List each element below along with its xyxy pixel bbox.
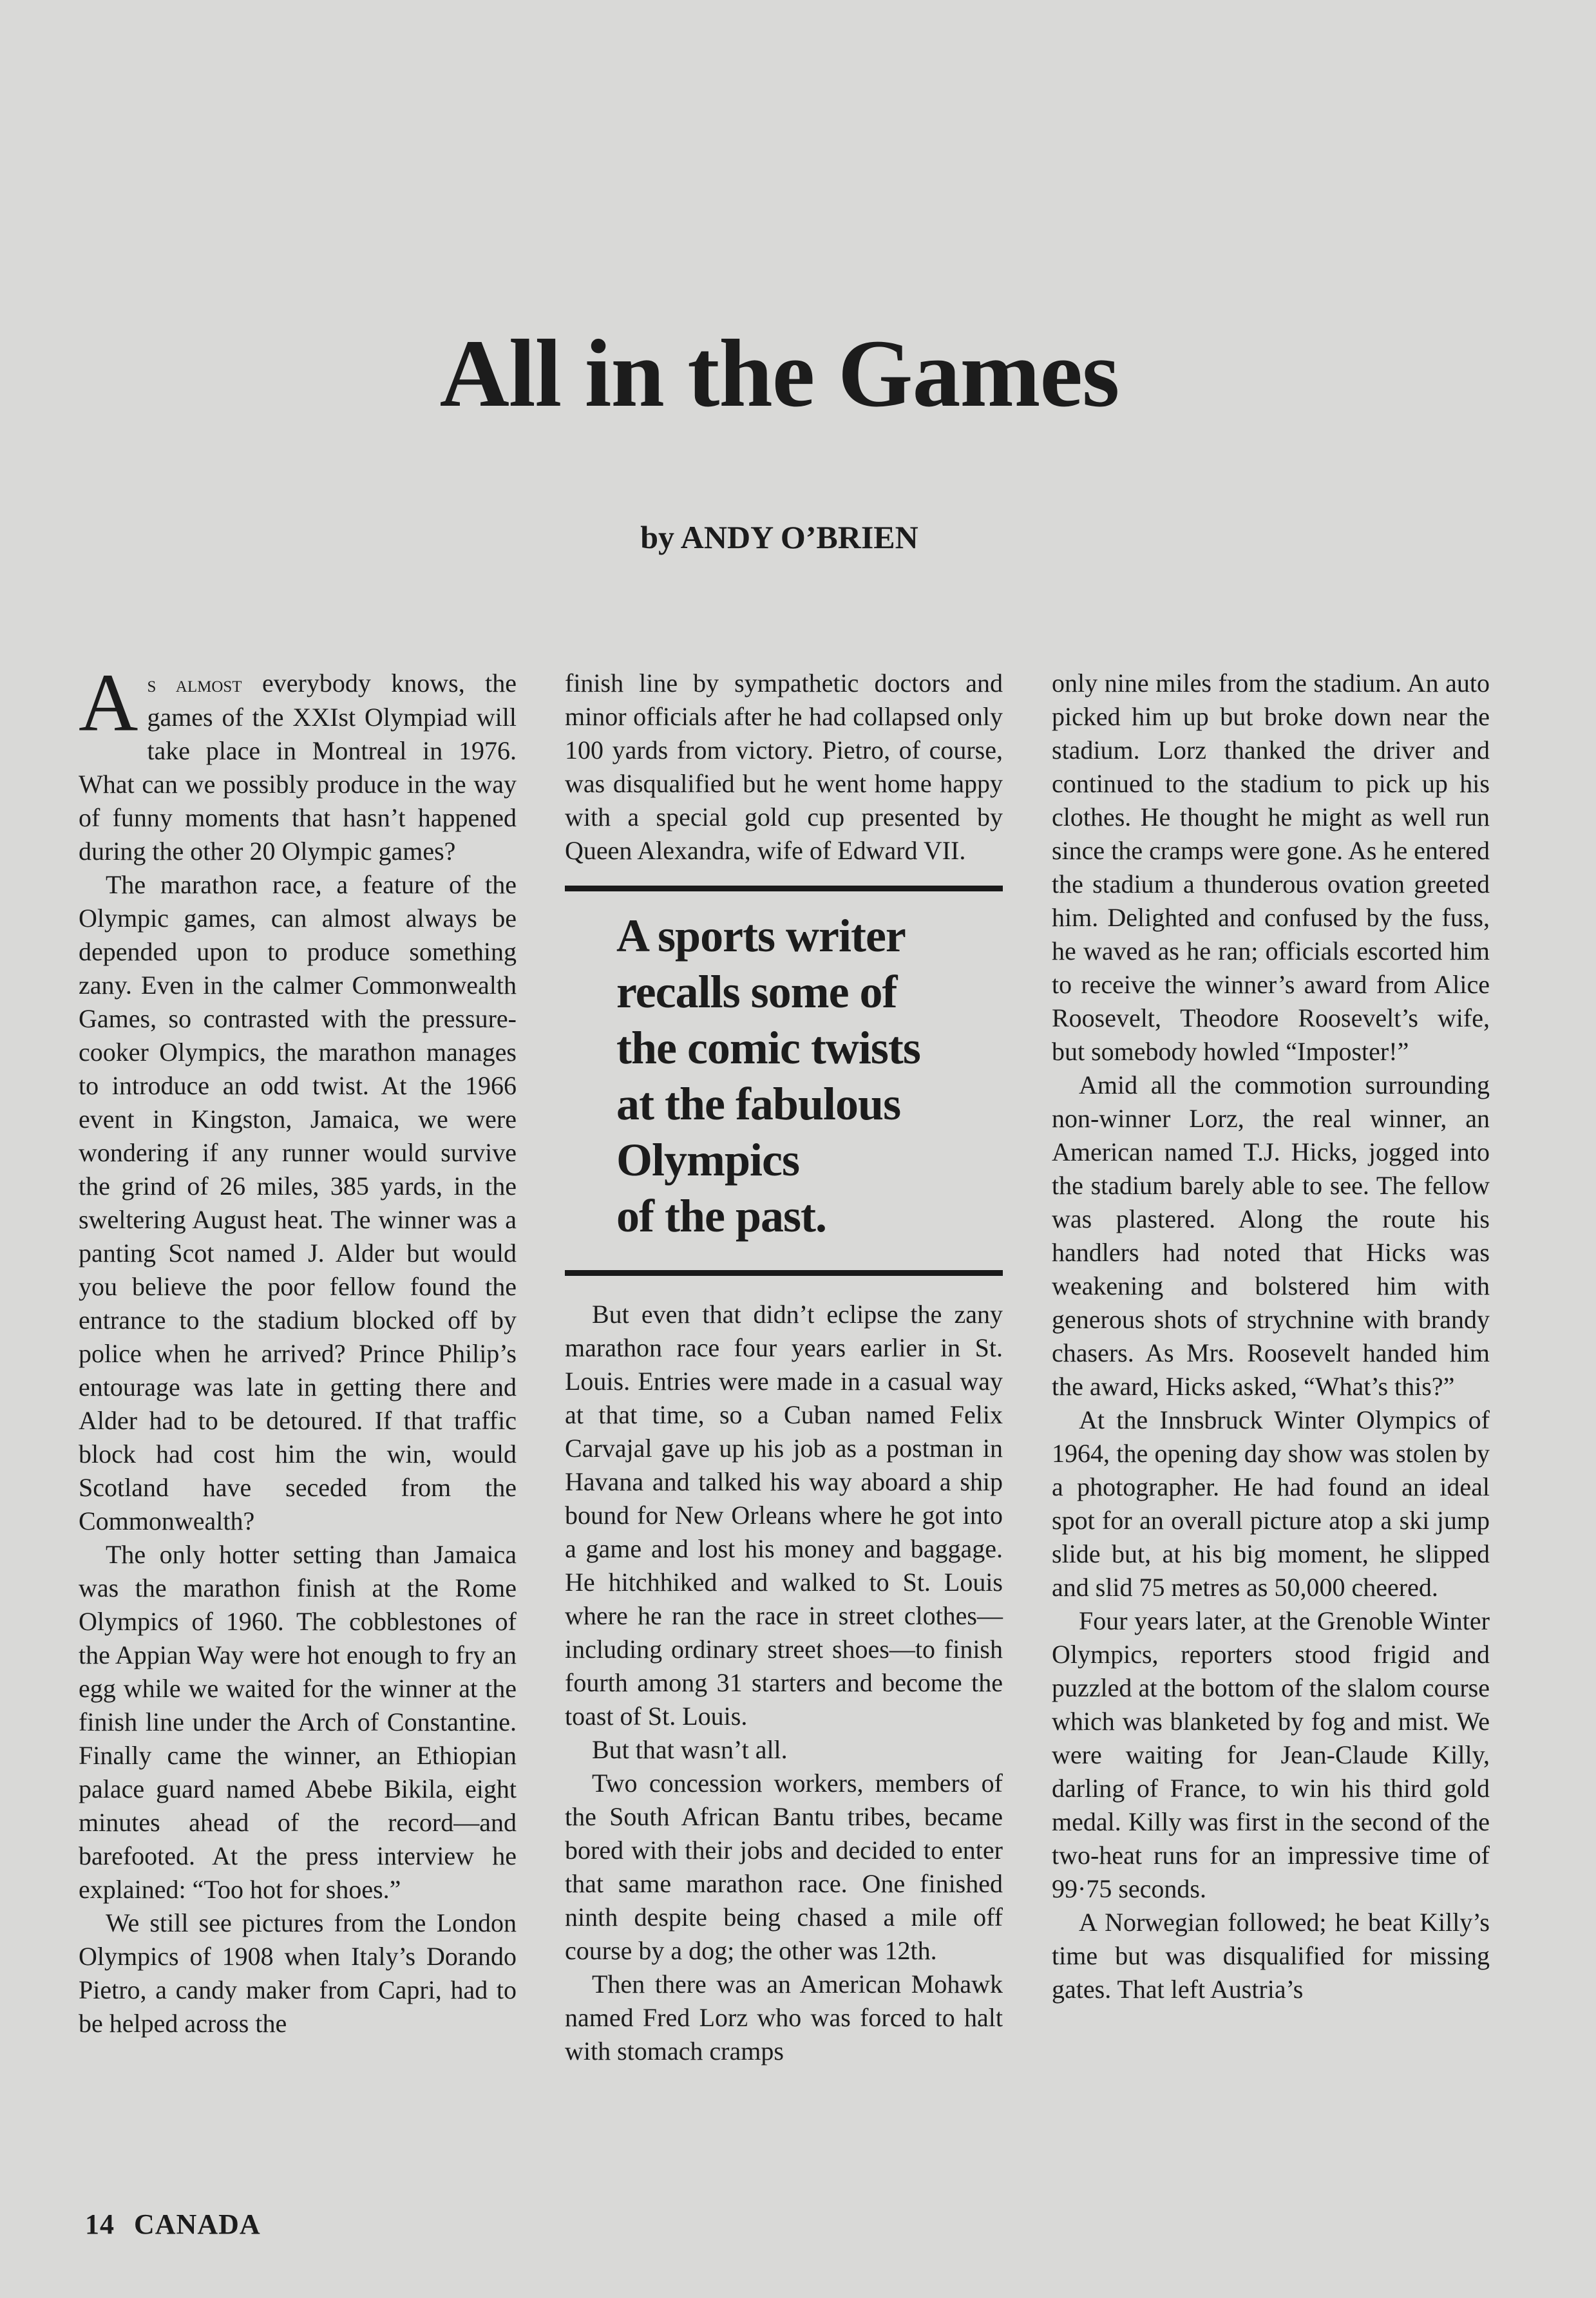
paragraph: But that wasn’t all. — [592, 1735, 788, 1764]
paragraph: finish line by sympathetic doctors and minor officials after he had collapsed only 100 yards from victory. Pietro, of course, was disqualified but he went home happy with a special gold cup presented by Queen Alexandra, wife of Edward VII. — [565, 669, 1003, 865]
publication-name: CANADA — [134, 2208, 261, 2240]
paragraph: A Norwegian followed; he beat Killy’s time but was disqualified for missing gates. That left Austria’s — [1052, 1908, 1490, 2004]
paragraph: But even that didn’t eclipse the zany marathon race four years earlier in St. Louis. Entries were made in a casual way at that time, so a Cuban named Felix Carvajal gave up his job as a postman in Havana and talked his way aboard a ship bound for New Orleans where he got into a game and lost his money and baggage. He hitchhiked and walked to St. Louis where he ran the race in street clothes—including ordinary street shoes—to finish fourth among 31 starters and become the toast of St. Louis. — [565, 1300, 1003, 1731]
paragraph: At the Innsbruck Winter Olympics of 1964, the opening day show was stolen by a photographer. He had found an ideal spot for an overall picture atop a ski jump slide but, at his big moment, he slipped and slid 75 metres as 50,000 cheered. — [1052, 1405, 1490, 1602]
column-1 — [79, 657, 517, 2040]
page-footer — [85, 2208, 261, 2241]
opening-paragraph — [79, 657, 517, 868]
column-3 — [1052, 667, 1490, 2006]
drop-cap: A — [79, 657, 138, 748]
pull-quote-line: Olympics — [616, 1134, 800, 1186]
pull-quote — [565, 886, 1003, 1276]
pull-quote-line: the comic twists — [616, 1022, 920, 1074]
paragraph: Amid all the commotion surrounding non-winner Lorz, the real winner, an American named T.J. Hicks, jogged into the stadium barely able to see. The fellow was plastered. Along the route his handlers had noted that Hicks was weakening and bolstered him with generous shots of strychnine with brandy chasers. As Mrs. Roosevelt handed him the award, Hicks asked, “What’s this?” — [1052, 1070, 1490, 1401]
opening-small-caps: s almost — [147, 671, 242, 697]
paragraph-text: everybody knows, the games of the XXIst Olympiad will take place in Montreal in 1976. What can we possibly produce in the way of funny moments that hasn’t happened during the other 20 Olympic games? — [79, 669, 517, 866]
page-number: 14 — [85, 2208, 115, 2240]
paragraph: Two concession workers, members of the South African Bantu tribes, became bored with their jobs and decided to enter that same marathon race. One finished ninth despite being chased a mile off course by a dog; the other was 12th. — [565, 1769, 1003, 1965]
paragraph: only nine miles from the stadium. An auto picked him up but broke down near the stadium. Lorz thanked the driver and continued to the stadium to pick up his clothes. He thought he might as well run since the cramps were gone. As he entered the stadium a thunderous ovation greeted him. Delighted and confused by the fuss, he waved as he ran; officials escorted him to receive the winner’s award from Alice Roosevelt, Theodore Roosevelt’s wife, but somebody howled “Imposter!” — [1052, 669, 1490, 1066]
pull-quote-line: at the fabulous — [616, 1078, 901, 1130]
paragraph: We still see pictures from the London Olympics of 1908 when Italy’s Dorando Pietro, a candy maker from Capri, had to be helped across the — [79, 1908, 517, 2038]
pull-quote-line: A sports writer — [616, 910, 906, 962]
pull-quote-line: recalls some of — [616, 966, 897, 1018]
paragraph: Then there was an American Mohawk named Fred Lorz who was forced to halt with stomach cramps — [565, 1970, 1003, 2065]
byline: by ANDY O’BRIEN — [640, 519, 918, 555]
pull-quote-line: of the past. — [616, 1190, 826, 1242]
article-title: All in the Games — [439, 320, 1119, 427]
paragraph: Four years later, at the Grenoble Winter Olympics, reporters stood frigid and puzzled at the bottom of the slalom course which was blanketed by fog and mist. We were waiting for Jean-Claude Killy, darling of France, to win his third gold medal. Killy was first in the second of the two-heat runs for an impressive time of 99·75 seconds. — [1052, 1606, 1490, 1903]
paragraph: The only hotter setting than Jamaica was the marathon finish at the Rome Olympics of 1960. The cobblestones of the Appian Way were hot enough to fry an egg while we waited for the winner at the finish line under the Arch of Constantine. Finally came the winner, an Ethiopian palace guard named Abebe Bikila, eight minutes ahead of the record—and barefooted. At the press interview he explained: “Too hot for shoes.” — [79, 1540, 517, 1904]
paragraph: The marathon race, a feature of the Olympic games, can almost always be depended upon to produce something zany. Even in the calmer Commonwealth Games, so contrasted with the pressure-cooker Olympics, the marathon manages to introduce an odd twist. At the 1966 event in Kingston, Jamaica, we were wondering if any runner would survive the grind of 26 miles, 385 yards, in the sweltering August heat. The winner was a panting Scot named J. Alder but would you believe the poor fellow found the entrance to the stadium blocked off by police when he arrived? Prince Philip’s entourage was late in getting there and Alder had to be detoured. If that traffic block had cost him the win, would Scotland have seceded from the Commonwealth? — [79, 870, 517, 1535]
column-2 — [565, 667, 1003, 2068]
